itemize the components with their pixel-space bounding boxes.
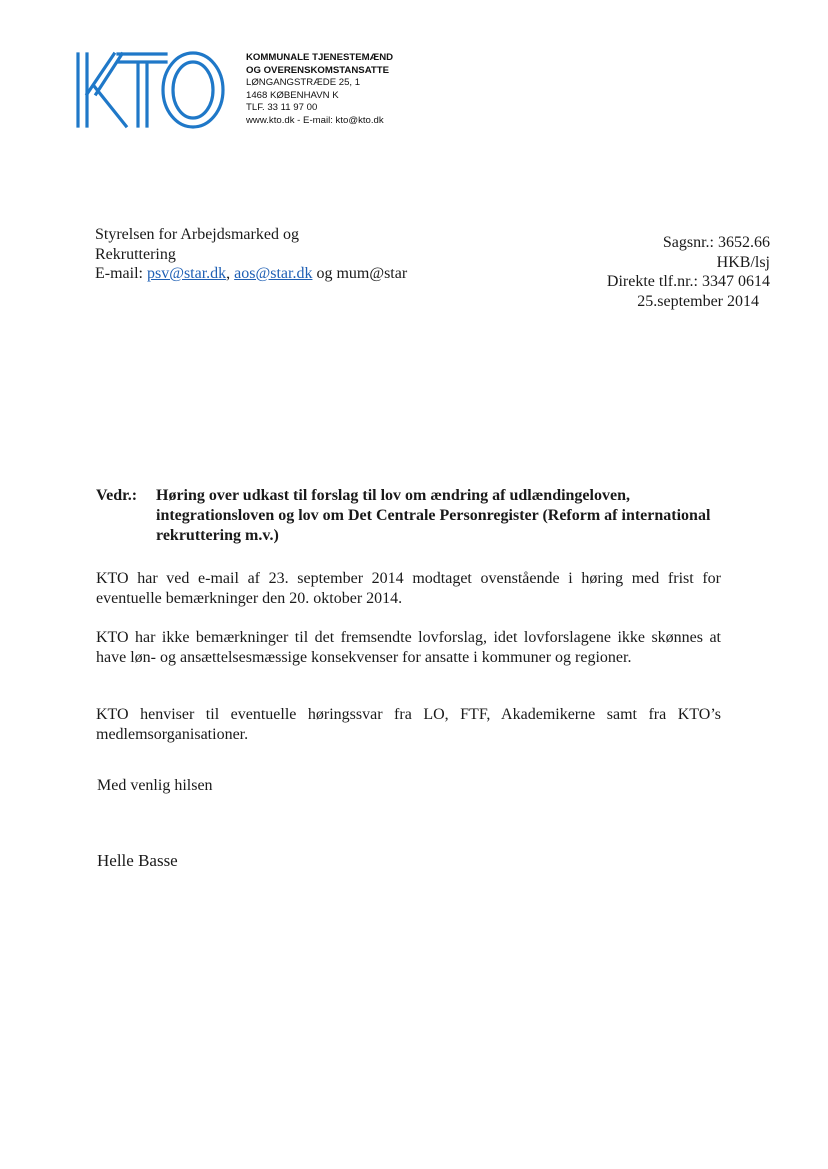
body-paragraph-1: KTO har ved e-mail af 23. september 2014 modtaget ovenstående i høring med frist for eventuelle bemærkninger den 20. oktober 2014.: [96, 570, 721, 607]
email-separator: ,: [226, 265, 235, 282]
body-paragraph-3: KTO henviser til eventuelle høringssvar fra LO, FTF, Akademikerne samt fra KTO’s medlemsorganisationer.: [96, 706, 721, 743]
email-link-aos[interactable]: aos@star.dk: [234, 265, 313, 282]
reference-block: [607, 233, 770, 311]
logo-o-inner: [173, 62, 213, 118]
closing-salutation: Med venlig hilsen: [97, 777, 213, 794]
phone: TLF. 33 11 97 00: [246, 102, 318, 114]
direct-phone: Direkte tlf.nr.: 3347 0614: [606, 273, 770, 290]
email-link-psv[interactable]: psv@star.dk: [146, 265, 227, 282]
subject-label: Vedr.:: [96, 487, 138, 504]
recipient-email-line: [95, 264, 407, 284]
recipient-line1: Styrelsen for Arbejdsmarked og: [95, 226, 299, 243]
recipient-block: [95, 225, 407, 284]
letterhead-address: [246, 52, 393, 128]
postal-city: 1468 KØBENHAVN K: [246, 89, 339, 101]
org-name-line1: KOMMUNALE TJENESTEMÆND: [246, 52, 394, 63]
email-prefix: E-mail:: [95, 265, 147, 282]
logo-k-stem: [78, 54, 87, 126]
recipient-line2: Rekruttering: [95, 245, 176, 263]
logo-k-arms: [87, 54, 126, 126]
case-number: Sagsnr.: 3652.66: [662, 234, 770, 251]
body-paragraph-2: KTO har ikke bemærkninger til det fremsendte lovforslag, idet lovforslagene ikke skønnes at have løn- og ansættelsesmæssige konsekvenser for ansatte i kommuner og regioner.: [96, 629, 721, 666]
initials: HKB/lsj: [716, 253, 770, 271]
letter-date: 25.september 2014: [637, 292, 759, 310]
kto-logo: [70, 44, 230, 132]
street-address: LØNGANGSTRÆDE 25, 1: [246, 77, 361, 89]
subject-text: Høring over udkast til forslag til lov om ændring af udlændingeloven, integrationsloven og lov om Det Centrale Personregister (Reform af international rekruttering m.v.): [156, 487, 711, 544]
subject-line: [96, 486, 736, 546]
org-name-line2: OG OVERENSKOMSTANSATTE: [246, 64, 390, 76]
email-suffix: og mum@star: [312, 265, 408, 282]
signature-name: Helle Basse: [97, 851, 178, 870]
logo-t: [118, 54, 166, 126]
web-email: www.kto.dk - E-mail: kto@kto.dk: [246, 114, 384, 126]
